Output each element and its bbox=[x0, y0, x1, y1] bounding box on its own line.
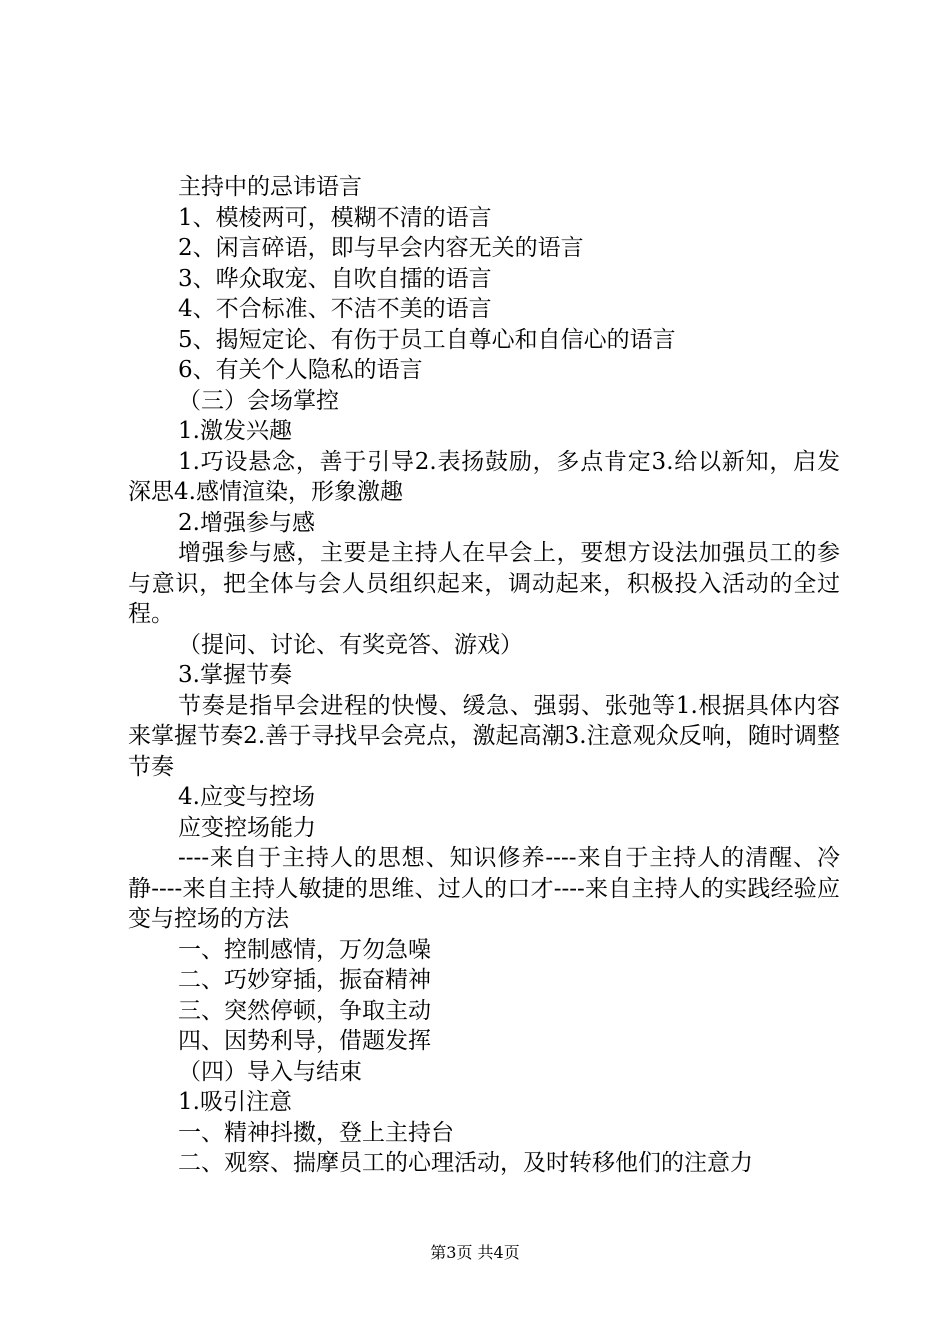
page-number: 第3页 共4页 bbox=[430, 1243, 520, 1262]
page-footer bbox=[0, 1243, 950, 1263]
paragraph: 2、闲言碎语，即与早会内容无关的语言 bbox=[178, 235, 584, 261]
paragraph: 节奏是指早会进程的快慢、缓急、强弱、张弛等1.根据具体内容来掌握节奏2.善于寻找早会亮点，激起高潮3.注意观众反响，随时调整节奏 bbox=[128, 692, 840, 780]
section-heading: （三）会场掌控 bbox=[178, 387, 339, 414]
paragraph: 主持中的忌讳语言 bbox=[178, 174, 362, 200]
paragraph: 二、观察、揣摩员工的心理活动，及时转移他们的注意力 bbox=[178, 1150, 753, 1176]
paragraph: 一、控制感情，万勿急噪 bbox=[178, 936, 431, 963]
paragraph: 4.应变与控场 bbox=[178, 784, 315, 810]
paragraph: 1.激发兴趣 bbox=[178, 418, 292, 444]
document-body bbox=[128, 172, 840, 1179]
paragraph: 四、因势利导，借题发挥 bbox=[178, 1028, 431, 1054]
paragraph: 5、揭短定论、有伤于员工自尊心和自信心的语言 bbox=[178, 326, 676, 353]
paragraph: 二、巧妙穿插，振奋精神 bbox=[178, 967, 431, 993]
section-heading: （四）导入与结束 bbox=[178, 1058, 362, 1085]
paragraph: 6、有关个人隐私的语言 bbox=[178, 357, 423, 383]
paragraph: 3、哗众取宠、自吹自擂的语言 bbox=[178, 265, 492, 292]
paragraph: （提问、讨论、有奖竞答、游戏） bbox=[178, 631, 523, 658]
paragraph: 增强参与感，主要是主持人在早会上，要想方设法加强员工的参与意识，把全体与会人员组织起来，调动起来，积极投入活动的全过程。 bbox=[128, 540, 840, 627]
paragraph: 4、不合标准、不洁不美的语言 bbox=[178, 296, 492, 322]
paragraph: 应变控场能力 bbox=[178, 814, 316, 841]
paragraph: 1、模棱两可，模糊不清的语言 bbox=[178, 204, 492, 231]
paragraph: 1.吸引注意 bbox=[178, 1089, 292, 1115]
paragraph: 3.掌握节奏 bbox=[178, 662, 292, 688]
paragraph: 三、突然停顿，争取主动 bbox=[178, 997, 431, 1024]
paragraph: ----来自于主持人的思想、知识修养----来自于主持人的清醒、冷静----来自主持人敏捷的思维、过人的口才----来自主持人的实践经验应变与控场的方法 bbox=[128, 845, 840, 932]
paragraph: 2.增强参与感 bbox=[178, 509, 315, 536]
paragraph: 1.巧设悬念，善于引导2.表扬鼓励，多点肯定3.给以新知，启发深思4.感情渲染，形象激趣 bbox=[128, 448, 840, 505]
paragraph: 一、精神抖擞，登上主持台 bbox=[178, 1119, 454, 1146]
